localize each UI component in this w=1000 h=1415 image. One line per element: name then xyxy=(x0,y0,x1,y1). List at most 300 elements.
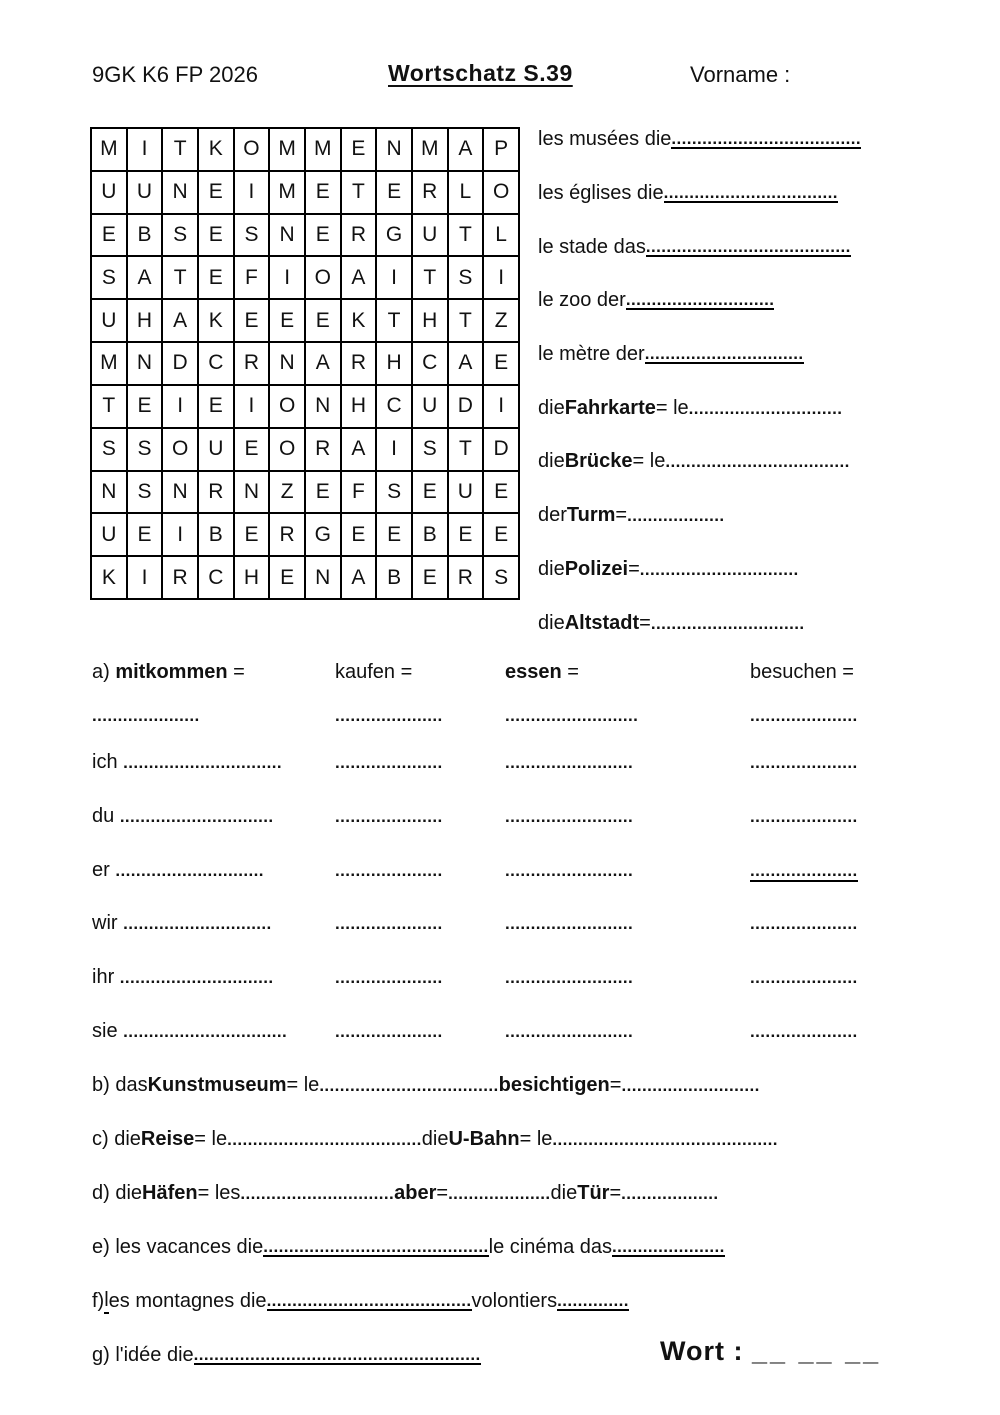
conjugation-row xyxy=(92,790,922,844)
grid-letter-cell: Z xyxy=(483,299,519,342)
text-run: f) xyxy=(92,1289,105,1312)
wordsearch-grid xyxy=(90,127,520,600)
grid-letter-cell: O xyxy=(234,128,270,171)
grid-letter-cell: E xyxy=(269,299,305,342)
answer-blank[interactable]: ........................... xyxy=(621,1075,760,1095)
answer-blank[interactable]: ..................... xyxy=(750,705,858,725)
grid-letter-cell: U xyxy=(412,385,448,428)
text-run: die xyxy=(550,1181,578,1204)
grid-letter-cell: R xyxy=(234,342,270,385)
text-run: = xyxy=(436,1181,449,1204)
answer-blank[interactable]: ............................. xyxy=(625,290,775,310)
answer-blank[interactable]: ..................... xyxy=(750,807,858,827)
grid-letter-cell: I xyxy=(162,385,198,428)
grid-letter-cell: C xyxy=(412,342,448,385)
answer-blank[interactable]: ......................... xyxy=(505,753,634,773)
grid-letter-cell: S xyxy=(91,428,127,471)
answer-blank[interactable]: ............................. xyxy=(123,914,272,934)
answer-blank[interactable]: ............................... xyxy=(123,753,282,773)
conjugation-cell xyxy=(505,751,750,774)
grid-letter-cell: U xyxy=(198,428,234,471)
grid-letter-cell: F xyxy=(234,256,270,299)
conjugation-cell xyxy=(750,859,922,882)
answer-blank[interactable]: ..................... xyxy=(335,705,443,725)
answer-blank[interactable]: .............................. xyxy=(119,968,274,988)
text-run: die xyxy=(421,1127,449,1150)
grid-letter-cell: E xyxy=(91,214,127,257)
text-run: les églises die xyxy=(538,182,664,205)
conjugation-cell xyxy=(92,751,335,774)
grid-letter-cell: U xyxy=(127,171,163,214)
grid-letter-cell: E xyxy=(127,513,163,556)
answer-blank[interactable]: ..................... xyxy=(335,753,443,773)
conjugation-row xyxy=(92,843,922,897)
text-run: der xyxy=(538,504,567,527)
exercise-line xyxy=(92,1112,972,1166)
answer-word-blanks[interactable]: __ __ __ xyxy=(752,1336,882,1366)
answer-blank[interactable]: ................... xyxy=(621,1183,719,1203)
text-run: = le xyxy=(194,1127,228,1150)
grid-letter-cell: Z xyxy=(269,471,305,514)
conjugation-cell xyxy=(335,966,505,989)
grid-letter-cell: U xyxy=(448,471,484,514)
grid-letter-cell: E xyxy=(483,342,519,385)
grid-letter-cell: N xyxy=(269,214,305,257)
grid-letter-cell: S xyxy=(127,471,163,514)
grid-letter-cell: T xyxy=(448,299,484,342)
vocab-line xyxy=(538,220,918,274)
grid-letter-cell: E xyxy=(198,171,234,214)
conjugation-cell xyxy=(335,704,505,727)
text-run: Brücke xyxy=(564,450,633,473)
answer-blank[interactable]: ..................... xyxy=(750,1021,858,1041)
vocab-line xyxy=(538,596,918,650)
grid-letter-cell: I xyxy=(376,256,412,299)
grid-letter-cell: M xyxy=(91,342,127,385)
grid-letter-cell: C xyxy=(198,556,234,599)
grid-letter-cell: E xyxy=(269,556,305,599)
answer-blank[interactable]: ...................... xyxy=(612,1236,725,1256)
text-run: le stade das xyxy=(538,235,646,258)
text-run: Reise xyxy=(140,1127,195,1150)
grid-letter-cell: I xyxy=(234,385,270,428)
grid-letter-cell: D xyxy=(483,428,519,471)
text-run: c) die xyxy=(92,1127,141,1150)
answer-blank[interactable]: ..................... xyxy=(335,914,443,934)
first-name-label: Vorname : xyxy=(690,62,791,87)
text-run: Kunstmuseum xyxy=(147,1073,287,1096)
conjugation-table xyxy=(92,650,922,1058)
exercise-line xyxy=(92,1058,972,1112)
text-run: Fahrkarte xyxy=(564,396,656,419)
answer-blank[interactable]: ................... xyxy=(627,506,725,526)
exercise-line xyxy=(92,1220,972,1274)
text-run: les musées die xyxy=(538,128,672,151)
grid-row xyxy=(91,428,519,471)
conjugation-cell xyxy=(750,805,922,828)
grid-letter-cell: I xyxy=(376,428,412,471)
conjugation-cell xyxy=(750,966,922,989)
grid-letter-cell: K xyxy=(91,556,127,599)
answer-blank[interactable]: ..................... xyxy=(92,705,200,725)
answer-blank[interactable]: .................... xyxy=(448,1183,551,1203)
answer-blank[interactable]: ........................................................ xyxy=(193,1344,481,1364)
text-run: le cinéma das xyxy=(488,1235,613,1258)
text-run: le zoo der xyxy=(538,289,626,312)
grid-letter-cell: E xyxy=(341,128,377,171)
conjugation-cell xyxy=(92,859,335,882)
text-run: Turm xyxy=(566,504,616,527)
text-run: = xyxy=(639,611,651,634)
grid-letter-cell: R xyxy=(305,428,341,471)
conjugation-cell xyxy=(335,1020,505,1043)
grid-letter-cell: P xyxy=(483,128,519,171)
grid-letter-cell: E xyxy=(483,471,519,514)
conjugation-row xyxy=(92,1004,922,1058)
answer-blank[interactable]: ......................... xyxy=(505,914,634,934)
conjugation-row xyxy=(92,650,922,694)
answer-blank[interactable]: ..................... xyxy=(335,860,443,880)
answer-blank[interactable]: ...................................... xyxy=(227,1129,422,1149)
conjugation-cell xyxy=(335,859,505,882)
grid-letter-cell: E xyxy=(483,513,519,556)
grid-letter-cell: H xyxy=(234,556,270,599)
grid-letter-cell: S xyxy=(127,428,163,471)
grid-letter-cell: O xyxy=(269,428,305,471)
grid-letter-cell: T xyxy=(91,385,127,428)
text-run: = le xyxy=(519,1127,553,1150)
grid-letter-cell: E xyxy=(448,513,484,556)
text-run: Häfen xyxy=(142,1181,198,1204)
text-run: ihr xyxy=(92,966,120,989)
grid-letter-cell: U xyxy=(91,171,127,214)
grid-letter-cell: H xyxy=(376,342,412,385)
answer-blank[interactable]: ................................ xyxy=(123,1021,288,1041)
text-run: U-Bahn xyxy=(448,1127,520,1150)
exercise-line xyxy=(92,1274,972,1328)
text-run: er xyxy=(92,858,116,881)
answer-blank[interactable]: ............................................ xyxy=(552,1129,778,1149)
grid-letter-cell: R xyxy=(162,556,198,599)
grid-letter-cell: T xyxy=(412,256,448,299)
conjugation-cell xyxy=(750,704,922,727)
grid-letter-cell: E xyxy=(341,513,377,556)
text-run: ich xyxy=(92,751,124,774)
conjugation-cell xyxy=(505,661,750,684)
grid-letter-cell: N xyxy=(376,128,412,171)
grid-letter-cell: S xyxy=(483,556,519,599)
grid-letter-cell: T xyxy=(341,171,377,214)
text-run: b) das xyxy=(92,1073,148,1096)
conjugation-row xyxy=(92,951,922,1005)
grid-letter-cell: E xyxy=(198,385,234,428)
grid-letter-cell: O xyxy=(483,171,519,214)
conjugation-cell xyxy=(92,966,335,989)
vocab-line xyxy=(538,167,918,221)
grid-letter-cell: E xyxy=(234,428,270,471)
grid-row xyxy=(91,214,519,257)
vocab-line xyxy=(538,328,918,382)
answer-blank[interactable]: .................................... xyxy=(665,452,850,472)
grid-letter-cell: E xyxy=(127,385,163,428)
grid-letter-cell: G xyxy=(376,214,412,257)
answer-blank[interactable]: ..................... xyxy=(750,914,858,934)
answer-blank[interactable]: .............................. xyxy=(240,1183,395,1203)
text-run: mitkommen xyxy=(115,660,228,683)
grid-row xyxy=(91,256,519,299)
answer-blank[interactable]: ........................................ xyxy=(645,236,851,256)
answer-blank[interactable]: ........................................ xyxy=(266,1290,472,1310)
grid-letter-cell: E xyxy=(412,471,448,514)
grid-letter-cell: D xyxy=(162,342,198,385)
text-run: = xyxy=(615,504,628,527)
text-run: essen xyxy=(505,660,562,683)
text-run: e) les vacances die xyxy=(92,1235,264,1258)
text-run: = xyxy=(609,1181,622,1204)
grid-letter-cell: B xyxy=(127,214,163,257)
text-run: = les xyxy=(197,1181,241,1204)
text-run: Altstadt xyxy=(564,611,640,634)
grid-letter-cell: U xyxy=(91,299,127,342)
grid-letter-cell: G xyxy=(305,513,341,556)
grid-letter-cell: R xyxy=(341,342,377,385)
grid-letter-cell: R xyxy=(448,556,484,599)
grid-letter-cell: T xyxy=(448,214,484,257)
text-run: a) xyxy=(92,660,116,683)
conjugation-row xyxy=(92,897,922,951)
conjugation-cell xyxy=(750,912,922,935)
grid-letter-cell: E xyxy=(305,214,341,257)
grid-letter-cell: A xyxy=(448,342,484,385)
grid-letter-cell: A xyxy=(127,256,163,299)
grid-letter-cell: S xyxy=(91,256,127,299)
grid-letter-cell: E xyxy=(305,471,341,514)
answer-blank[interactable]: ......................... xyxy=(505,1021,634,1041)
conjugation-cell xyxy=(505,1020,750,1043)
grid-letter-cell: H xyxy=(127,299,163,342)
grid-letter-cell: N xyxy=(305,385,341,428)
grid-letter-cell: T xyxy=(162,128,198,171)
grid-letter-cell: F xyxy=(341,471,377,514)
grid-letter-cell: C xyxy=(198,342,234,385)
grid-row xyxy=(91,342,519,385)
conjugation-cell xyxy=(335,912,505,935)
text-run: besuchen = xyxy=(750,660,854,683)
answer-blank[interactable]: ............................................ xyxy=(263,1236,489,1256)
vocab-line xyxy=(538,435,918,489)
grid-letter-cell: B xyxy=(376,556,412,599)
grid-letter-cell: R xyxy=(269,513,305,556)
grid-letter-cell: M xyxy=(412,128,448,171)
grid-letter-cell: I xyxy=(269,256,305,299)
exercise-lines xyxy=(92,1058,972,1382)
grid-letter-cell: M xyxy=(269,128,305,171)
answer-blank[interactable]: ..................................... xyxy=(671,129,861,149)
page-title: Wortschatz S.39 xyxy=(388,60,573,86)
conjugation-cell xyxy=(750,661,922,684)
answer-blank[interactable]: ..................... xyxy=(335,1021,443,1041)
grid-letter-cell: I xyxy=(127,128,163,171)
grid-letter-cell: M xyxy=(305,128,341,171)
grid-letter-cell: E xyxy=(198,214,234,257)
conjugation-cell xyxy=(505,805,750,828)
text-run: = le xyxy=(632,450,666,473)
grid-letter-cell: I xyxy=(162,513,198,556)
text-run: sie xyxy=(92,1019,124,1042)
text-run: = le xyxy=(286,1073,320,1096)
grid-letter-cell: O xyxy=(305,256,341,299)
grid-letter-cell: U xyxy=(412,214,448,257)
grid-letter-cell: H xyxy=(341,385,377,428)
grid-letter-cell: A xyxy=(341,256,377,299)
grid-letter-cell: N xyxy=(162,171,198,214)
grid-letter-cell: S xyxy=(376,471,412,514)
grid-letter-cell: S xyxy=(448,256,484,299)
answer-blank[interactable]: ..................... xyxy=(750,753,858,773)
grid-letter-cell: N xyxy=(305,556,341,599)
conjugation-cell xyxy=(335,805,505,828)
grid-letter-cell: A xyxy=(341,556,377,599)
conjugation-cell xyxy=(505,859,750,882)
answer-blank[interactable]: ......................... xyxy=(505,807,634,827)
answer-word-label: Wort : xyxy=(660,1336,744,1366)
text-run: kaufen = xyxy=(335,660,413,683)
conjugation-cell xyxy=(92,912,335,935)
grid-letter-cell: A xyxy=(305,342,341,385)
vocab-line xyxy=(538,489,918,543)
grid-letter-cell: T xyxy=(376,299,412,342)
text-run: besichtigen xyxy=(498,1073,610,1096)
text-run: l xyxy=(104,1289,108,1314)
text-run: die xyxy=(538,396,565,419)
answer-blank[interactable]: ................................... xyxy=(319,1075,499,1095)
grid-letter-cell: M xyxy=(269,171,305,214)
answer-blank[interactable]: ..................... xyxy=(750,968,858,988)
grid-letter-cell: O xyxy=(162,428,198,471)
grid-letter-cell: O xyxy=(269,385,305,428)
answer-blank[interactable]: ............................. xyxy=(115,860,264,880)
conjugation-cell xyxy=(505,966,750,989)
conjugation-cell xyxy=(92,805,335,828)
course-code: 9GK K6 FP 2026 xyxy=(92,62,258,87)
text-run: Polizei xyxy=(564,557,629,580)
answer-blank[interactable]: ..................... xyxy=(335,968,443,988)
grid-row xyxy=(91,556,519,599)
conjugation-row xyxy=(92,694,922,736)
grid-letter-cell: U xyxy=(91,513,127,556)
answer-blank[interactable]: ..................... xyxy=(750,860,858,880)
grid-letter-cell: M xyxy=(91,128,127,171)
grid-letter-cell: S xyxy=(412,428,448,471)
answer-blank[interactable]: .................................. xyxy=(663,183,838,203)
answer-blank[interactable]: ............................... xyxy=(644,344,804,364)
conjugation-cell xyxy=(505,912,750,935)
grid-letter-cell: C xyxy=(376,385,412,428)
answer-blank[interactable]: ............................... xyxy=(639,559,799,579)
answer-blank[interactable]: .............................. xyxy=(119,807,274,827)
vocab-line xyxy=(538,113,918,167)
vocab-line xyxy=(538,543,918,597)
text-run: = xyxy=(628,557,640,580)
text-run: volontiers xyxy=(471,1289,558,1312)
grid-letter-cell: N xyxy=(91,471,127,514)
conjugation-cell xyxy=(92,661,335,684)
grid-letter-cell: N xyxy=(162,471,198,514)
grid-letter-cell: E xyxy=(376,513,412,556)
answer-blank[interactable]: ..................... xyxy=(335,807,443,827)
answer-blank[interactable]: .......................... xyxy=(505,705,639,725)
grid-letter-cell: N xyxy=(234,471,270,514)
grid-letter-cell: S xyxy=(234,214,270,257)
grid-letter-cell: S xyxy=(162,214,198,257)
grid-letter-cell: I xyxy=(483,385,519,428)
text-run: Tür xyxy=(577,1181,610,1204)
conjugation-cell xyxy=(505,704,750,727)
text-run: d) die xyxy=(92,1181,143,1204)
grid-letter-cell: H xyxy=(412,299,448,342)
answer-blank[interactable]: .............................. xyxy=(650,613,805,633)
grid-letter-cell: E xyxy=(412,556,448,599)
text-run: = le xyxy=(655,396,689,419)
text-run: = xyxy=(561,660,579,683)
text-run: le mètre der xyxy=(538,343,645,366)
text-run: die xyxy=(538,611,565,634)
text-run: aber xyxy=(394,1181,437,1204)
conjugation-cell xyxy=(92,704,335,727)
grid-row xyxy=(91,513,519,556)
grid-letter-cell: A xyxy=(341,428,377,471)
answer-blank[interactable]: .............................. xyxy=(688,398,843,418)
grid-letter-cell: A xyxy=(162,299,198,342)
answer-blank[interactable]: ......................... xyxy=(505,860,634,880)
answer-blank[interactable]: ......................... xyxy=(505,968,634,988)
grid-letter-cell: B xyxy=(412,513,448,556)
grid-letter-cell: A xyxy=(448,128,484,171)
vocab-line xyxy=(538,381,918,435)
grid-row xyxy=(91,471,519,514)
grid-letter-cell: T xyxy=(448,428,484,471)
grid-letter-cell: T xyxy=(162,256,198,299)
answer-blank[interactable]: .............. xyxy=(557,1290,629,1310)
grid-row xyxy=(91,299,519,342)
conjugation-cell xyxy=(335,751,505,774)
grid-letter-cell: E xyxy=(376,171,412,214)
conjugation-cell xyxy=(92,1020,335,1043)
text-run: wir xyxy=(92,912,124,935)
text-run: die xyxy=(538,557,565,580)
grid-letter-cell: K xyxy=(198,128,234,171)
grid-letter-cell: R xyxy=(198,471,234,514)
grid-letter-cell: I xyxy=(483,256,519,299)
grid-letter-cell: R xyxy=(341,214,377,257)
grid-row xyxy=(91,385,519,428)
conjugation-cell xyxy=(335,661,505,684)
text-run: = xyxy=(609,1073,622,1096)
grid-letter-cell: I xyxy=(127,556,163,599)
text-run: du xyxy=(92,805,120,828)
conjugation-row xyxy=(92,736,922,790)
conjugation-cell xyxy=(750,1020,922,1043)
grid-letter-cell: E xyxy=(198,256,234,299)
grid-letter-cell: D xyxy=(448,385,484,428)
grid-letter-cell: B xyxy=(198,513,234,556)
grid-letter-cell: E xyxy=(305,299,341,342)
grid-letter-cell: E xyxy=(305,171,341,214)
text-run: die xyxy=(538,450,565,473)
grid-letter-cell: L xyxy=(448,171,484,214)
grid-letter-cell: R xyxy=(412,171,448,214)
text-run: es montagnes die xyxy=(108,1289,267,1312)
